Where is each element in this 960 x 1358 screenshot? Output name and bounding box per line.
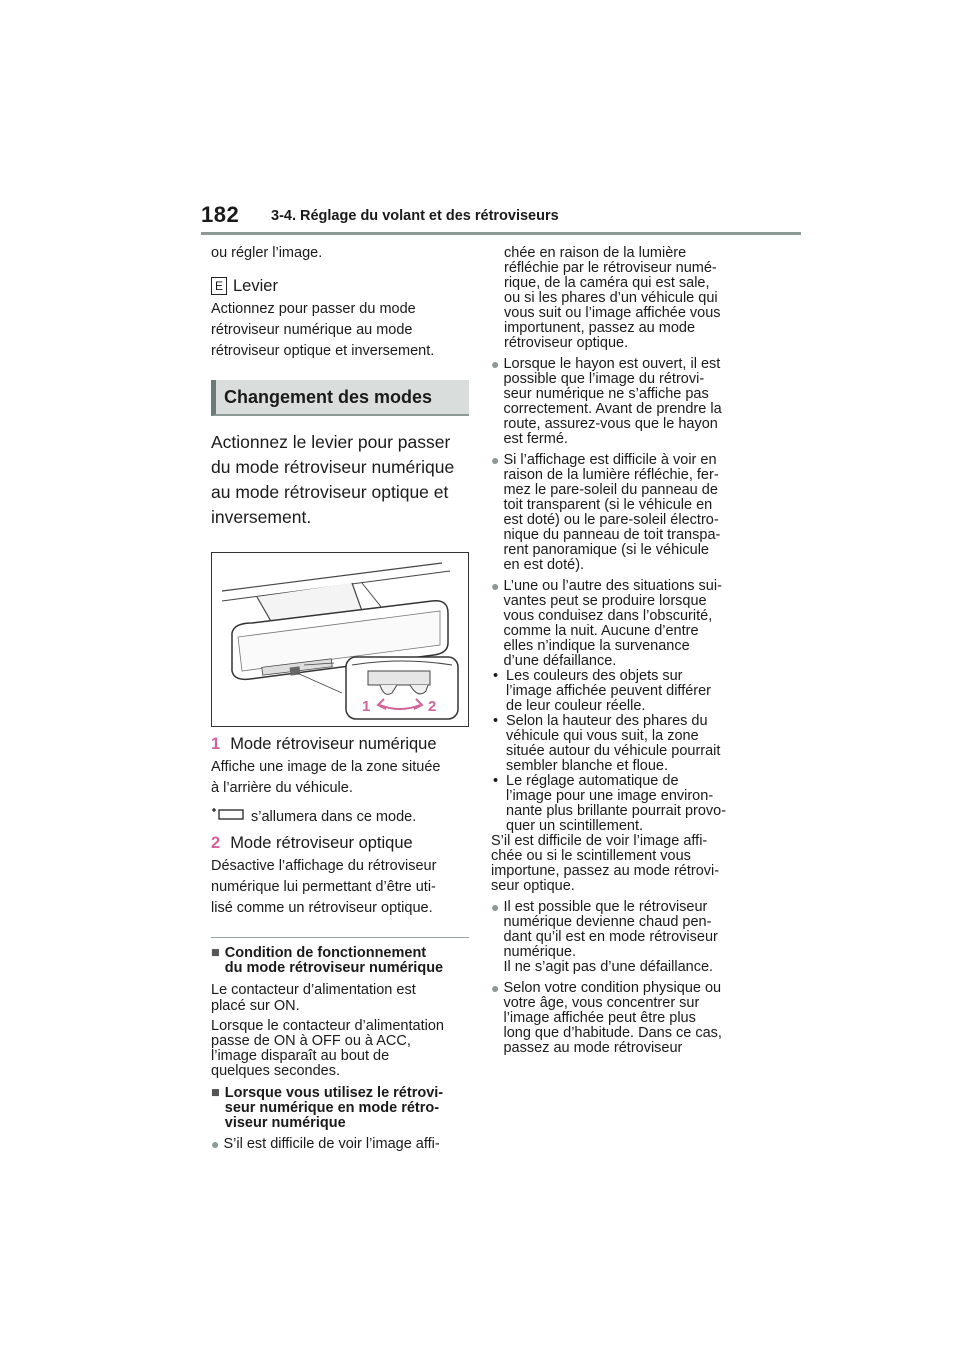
intro-text: ou régler l’image. <box>211 245 323 261</box>
using-bullet-1: ● S’il est difficile de voir l’image affi- <box>211 1136 440 1152</box>
section-divider <box>211 937 469 938</box>
condition-p1: Le contacteur d’alimentation est placé sur ON. <box>211 982 416 1014</box>
lever-letter-box: E <box>211 277 227 295</box>
item1-desc: Affiche une image de la zone située à l’arrière du véhicule. <box>211 759 441 796</box>
circle-bullet-icon: ● <box>491 356 500 372</box>
bullet-obscurite: ● L’une ou l’autre des situations sui- vantes peut se produire lorsque vous conduisez dans l’obscurité, comme la nuit. Aucune d’entre elles n’indique la survenance d’une défaillance. <box>491 578 722 669</box>
item2-number: 2 <box>211 834 221 852</box>
circle-bullet-icon: ● <box>491 899 500 915</box>
sub-bullet-phares: • Selon la hauteur des phares du véhicule qui vous suit, la zone située autour du véhicule pourrait sembler blanche et floue. <box>493 713 721 774</box>
bullet-lumiere: ● Si l’affichage est difficile à voir en raison de la lumière réfléchie, fer- mez le pare-soleil du panneau de toit transparent (si le véhicule en est doté) ou le pare-soleil électro- nique du panneau de toit transpa- rent panoramique (si le véhicule en est doté). <box>491 452 721 573</box>
item1-label: Mode rétroviseur numérique <box>230 735 437 753</box>
figure-label-1: 1 <box>362 698 371 715</box>
condition-heading: ■ Condition de fonctionnement du mode rétroviseur numérique <box>211 945 444 976</box>
circle-bullet-icon: ● <box>491 980 500 996</box>
continued-paragraph: chée en raison de la lumière réfléchie par le rétroviseur numé- rique, de la caméra qui est sale, ou si les phares d’un véhicule qui vous suit ou l’image affichée vous importunent, passez au mode rétroviseur optique. <box>504 245 721 351</box>
lever-title <box>211 275 469 297</box>
sub-bullet-couleurs: • Les couleurs des objets sur l’image affichée peuvent différer de leur couleur réelle. <box>493 668 712 714</box>
lead-paragraph: Actionnez le levier pour passer du mode rétroviseur numérique au mode rétroviseur optique et inversement. <box>211 432 455 527</box>
square-bullet-icon: ■ <box>211 945 220 961</box>
using-heading: ■ Lorsque vous utilisez le rétrovi- seur numérique en mode rétro- viseur numérique <box>211 1085 444 1131</box>
bullet-chaud: ● Il est possible que le rétroviseur numérique devienne chaud pen- dant qu’il est en mode rétroviseur numérique. Il ne s’agit pas d’une défaillance. <box>491 899 718 975</box>
mirror-drawing <box>212 553 468 726</box>
section-heading-modes: Changement des modes <box>211 380 469 416</box>
after-paragraph: S’il est difficile de voir l’image affi- chée ou si le scintillement vous importune, passez au mode rétrovi- seur optique. <box>491 833 720 894</box>
item1-icon-line: s’allumera dans ce mode. <box>211 807 469 828</box>
page-number: 182 <box>201 202 240 227</box>
circle-bullet-icon: ● <box>211 1136 220 1152</box>
item2-desc: Désactive l’affichage du rétroviseur numérique lui permettant d’être uti- lisé comme un rétroviseur optique. <box>211 858 437 916</box>
figure-label-2: 2 <box>428 698 437 715</box>
item1-title <box>211 733 469 755</box>
section-title: 3-4. Réglage du volant et des rétroviseurs <box>271 208 559 224</box>
item2-label: Mode rétroviseur optique <box>230 834 413 852</box>
bullet-hayon: ● Lorsque le hayon est ouvert, il est possible que l’image du rétrovi- seur numérique ne s’affiche pas correctement. Avant de prendre la route, assurez-vous que le hayon est fermé. <box>491 356 722 447</box>
item2-title <box>211 832 469 854</box>
circle-bullet-icon: ● <box>491 452 500 468</box>
header-rule <box>201 232 801 235</box>
lever-label: Levier <box>233 277 278 295</box>
right-column <box>491 246 753 1056</box>
lever-desc: Actionnez pour passer du mode rétroviseur numérique au mode rétroviseur optique et inversement. <box>211 301 435 359</box>
page-header <box>201 202 801 238</box>
left-column <box>211 245 469 1152</box>
circle-bullet-icon: ● <box>491 578 500 594</box>
mirror-illustration <box>211 552 469 727</box>
sub-bullet-reglage: • Le réglage automatique de l’image pour une image environ- nante plus brillante pourrait provo- quer un scintillement. <box>493 773 727 834</box>
condition-p2: Lorsque le contacteur d’alimentation passe de ON à OFF ou à ACC, l’image disparaît au bout de quelques secondes. <box>211 1018 444 1079</box>
square-bullet-icon: ■ <box>211 1085 220 1101</box>
item1-number: 1 <box>211 735 221 753</box>
digital-mirror-indicator-icon <box>211 807 245 828</box>
bullet-condition-physique: ● Selon votre condition physique ou votre âge, vous concentrer sur l’image affichée peut être plus long que d’habitude. Dans ce cas, passez au mode rétroviseur <box>491 980 722 1056</box>
